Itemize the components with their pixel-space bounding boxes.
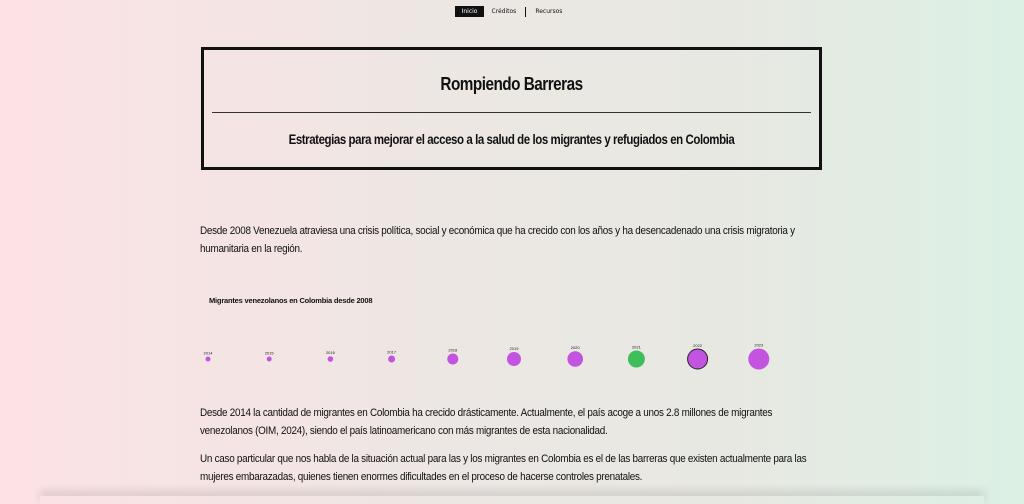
bubble-2021[interactable] xyxy=(628,351,645,368)
bubble-label-2021: 2021 xyxy=(631,344,641,350)
bubble-2015[interactable] xyxy=(267,357,272,362)
bubble-2016[interactable] xyxy=(328,356,334,362)
bubble-label-2015: 2015 xyxy=(264,350,274,356)
growth-paragraph: Desde 2014 la cantidad de migrantes en Colombia ha crecido drásticamente. Actualmente, el país acoge a unos 2.8 millones de migrantes venezolanos (OIM, 2024), siendo el país latinoamericano con más migrantes de esta nacionalidad. xyxy=(200,407,773,437)
nav-divider xyxy=(525,7,526,17)
bubble-label-2014: 2014 xyxy=(203,350,213,356)
page-title: Rompiendo Barreras xyxy=(440,74,583,94)
pregnancy-paragraph: Un caso particular que nos habla de la situación actual para las y los migrantes en Colombia es el de las barreras que existen actualmente para las mujeres embarazadas, quienes tienen enormes dificultades en el proceso de hacerse controles prenatales. xyxy=(200,453,807,483)
bubble-2023[interactable] xyxy=(748,349,769,370)
bubble-label-2019: 2019 xyxy=(509,346,519,351)
top-nav xyxy=(0,6,1024,17)
bubble-label-2022: 2022 xyxy=(693,343,703,348)
bubble-2018[interactable] xyxy=(447,354,458,365)
bubble-2014[interactable] xyxy=(206,357,211,362)
bubble-label-2023: 2023 xyxy=(754,342,764,348)
bubble-2017[interactable] xyxy=(388,356,395,363)
bubble-label-2020: 2020 xyxy=(570,345,580,351)
migrants-bubble-chart xyxy=(195,340,795,380)
bottom-card-edge xyxy=(40,496,984,504)
bubble-label-2016: 2016 xyxy=(325,350,335,356)
bubble-2019[interactable] xyxy=(507,352,521,366)
nav-link-inicio[interactable]: Inicio xyxy=(455,6,485,17)
bubble-label-2017: 2017 xyxy=(387,349,397,355)
chart-title: Migrantes venezolanos en Colombia desde 2008 xyxy=(209,296,373,305)
nav-link-recursos[interactable]: Recursos xyxy=(535,8,563,15)
hero-box xyxy=(201,47,822,170)
page-subtitle: Estrategias para mejorar el acceso a la salud de los migrantes y refugiados en Colombia xyxy=(288,132,735,147)
bubble-2022[interactable] xyxy=(688,349,708,369)
nav-link-creditos[interactable]: Créditos xyxy=(491,8,517,15)
bubble-label-2018: 2018 xyxy=(448,347,458,353)
hero-divider xyxy=(212,112,811,113)
bubble-2020[interactable] xyxy=(567,351,583,367)
intro-paragraph: Desde 2008 Venezuela atraviesa una crisis política, social y económica que ha crecido con los años y ha desencadenado una crisis migratoria y humanitaria en la región. xyxy=(200,225,795,255)
